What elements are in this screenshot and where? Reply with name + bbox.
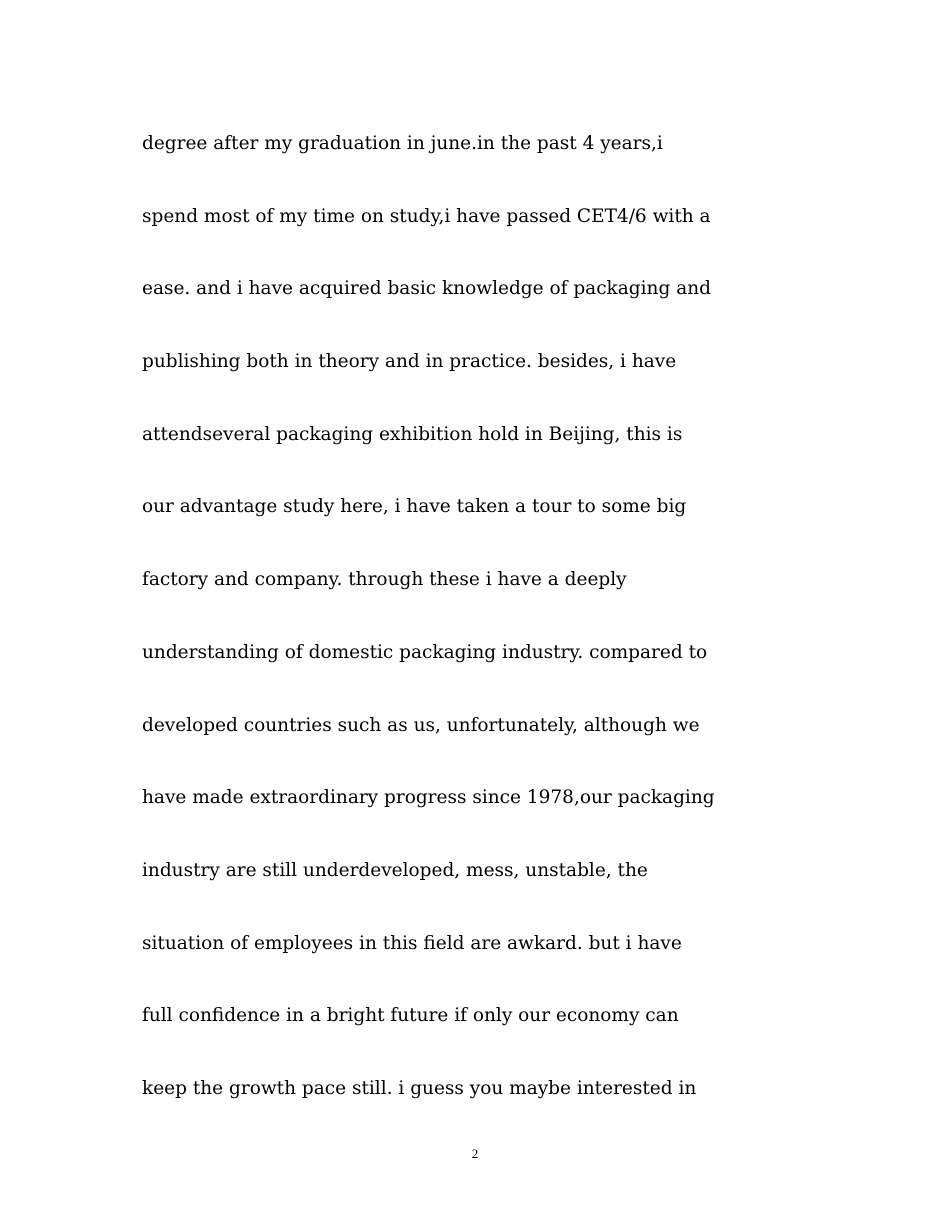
text-line: have made extraordinary progress since 1978,our packaging (142, 787, 715, 809)
body-text (142, 108, 822, 1126)
page-number: 2 (471, 1146, 479, 1161)
text-line: industry are still underdeveloped, mess, unstable, the (142, 859, 648, 881)
text-line: spend most of my time on study,i have passed CET4/6 with a (142, 205, 711, 227)
text-line: situation of employees in this field are awkard. but i have (142, 932, 682, 954)
text-line: factory and company. through these i have a deeply (142, 569, 627, 591)
text-line: attendseveral packaging exhibition hold in Beijing, this is (142, 423, 683, 445)
text-line: full confidence in a bright future if only our economy can (142, 1005, 679, 1027)
text-line: keep the growth pace still. i guess you maybe interested in (142, 1077, 697, 1099)
text-line: understanding of domestic packaging industry. compared to (142, 641, 708, 663)
text-line: ease. and i have acquired basic knowledge of packaging and (142, 278, 711, 300)
text-line: publishing both in theory and in practice. besides, i have (142, 351, 677, 373)
text-line: our advantage study here, i have taken a tour to some big (142, 496, 687, 518)
text-line: degree after my graduation in june.in the past 4 years,i (142, 133, 663, 154)
text-line: developed countries such as us, unfortunately, although we (142, 714, 700, 736)
